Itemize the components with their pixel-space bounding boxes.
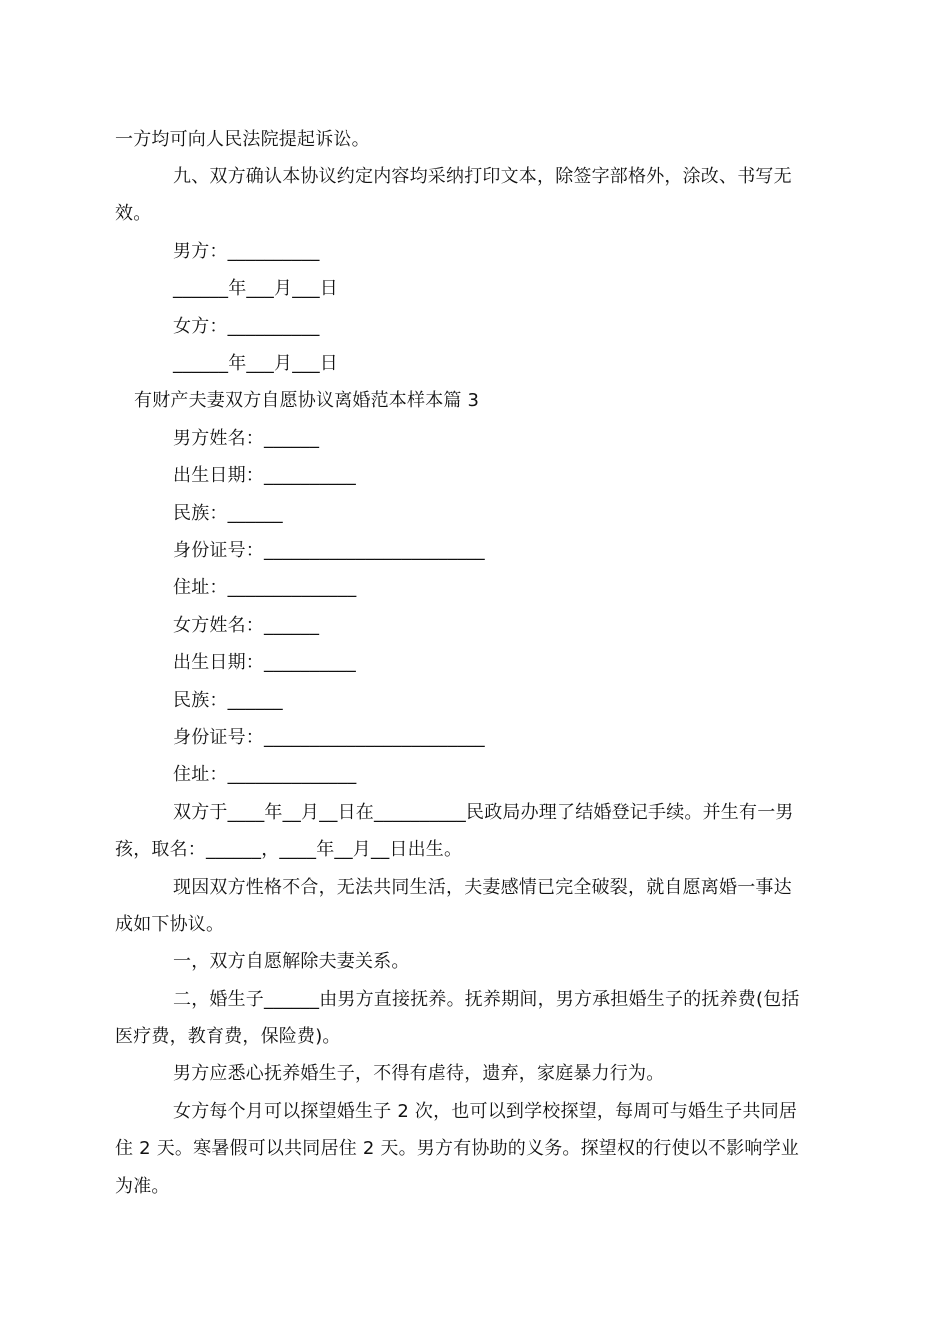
clause-two: 医疗费，教育费，保险费)。 <box>115 1026 341 1047</box>
agreement-intro-text: 现因双方性格不合，无法共同生活，夫妻感情已完全破裂，就自愿离婚一事达 <box>173 877 792 898</box>
female-name-field: 女方姓名：______ <box>173 615 320 636</box>
visitation-text: 为准。 <box>115 1176 170 1197</box>
marriage-registration-text: 孩，取名：______，____年__月__日出生。 <box>115 839 463 860</box>
female-birth-date-field: 出生日期：__________ <box>173 652 356 673</box>
text-line: 效。 <box>115 203 152 224</box>
male-name-field: 男方姓名：______ <box>173 428 320 449</box>
male-birth-date-field: 出生日期：__________ <box>173 465 356 486</box>
section-title: 有财产夫妻双方自愿协议离婚范本样本篇 3 <box>134 390 480 411</box>
marriage-registration-text: 双方于____年__月__日在__________民政局办理了结婚登记手续。并生有一男 <box>173 802 794 823</box>
male-ethnicity-field: 民族：______ <box>173 503 283 524</box>
text-line: 一方均可向人民法院提起诉讼。 <box>115 129 370 150</box>
custody-text: 男方应悉心抚养婚生子，不得有虐待，遗弃，家庭暴力行为。 <box>173 1063 665 1084</box>
text-line: 九、双方确认本协议约定内容均采纳打印文本，除签字部格外，涂改、书写无 <box>173 166 792 187</box>
agreement-intro-text: 成如下协议。 <box>115 914 225 935</box>
male-address-field: 住址：______________ <box>173 577 357 598</box>
signature-field-female: 女方：__________ <box>173 316 320 337</box>
clause-one: 一，双方自愿解除夫妻关系。 <box>173 951 410 972</box>
clause-two: 二，婚生子______由男方直接抚养。抚养期间，男方承担婚生子的抚养费(包括 <box>173 989 800 1010</box>
date-field-male: ______年___月___日 <box>173 278 338 299</box>
female-id-number-field: 身份证号：________________________ <box>173 727 485 748</box>
female-ethnicity-field: 民族：______ <box>173 690 283 711</box>
signature-field-male: 男方：__________ <box>173 241 320 262</box>
male-id-number-field: 身份证号：________________________ <box>173 540 485 561</box>
visitation-text: 女方每个月可以探望婚生子 2 次，也可以到学校探望，每周可与婚生子共同居 <box>173 1101 798 1122</box>
visitation-text: 住 2 天。寒暑假可以共同居住 2 天。男方有协助的义务。探望权的行使以不影响学业 <box>115 1138 799 1159</box>
date-field-female: ______年___月___日 <box>173 353 338 374</box>
female-address-field: 住址：______________ <box>173 764 357 785</box>
